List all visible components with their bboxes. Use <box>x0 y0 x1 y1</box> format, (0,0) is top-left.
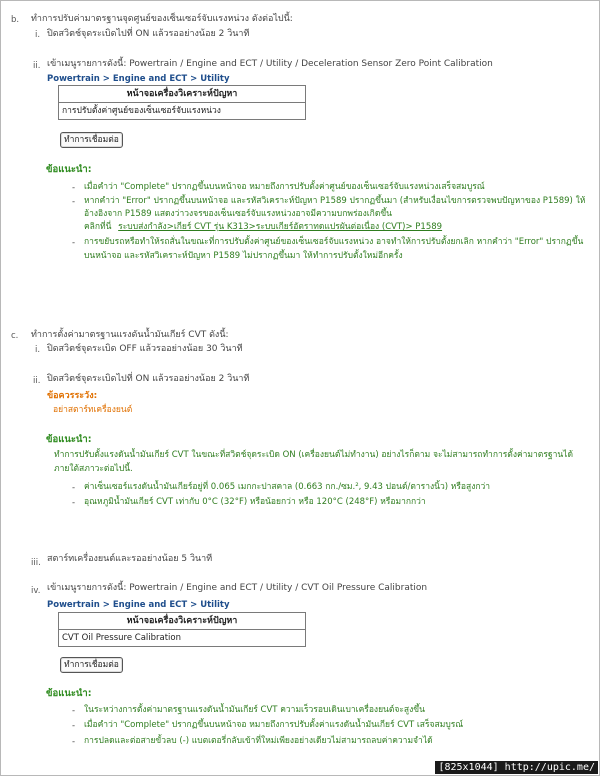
step-c-iv-marker: iv. <box>31 586 41 596</box>
caution-title: ข้อควรระวัง: <box>47 391 98 401</box>
note-b-bullet-3: การขยับรถหรือทำให้รถสั่นในขณะที่การปรับตั้งค่าศูนย์ของเซ็นเซอร์จับแรงหน่วง อาจทำให้การปรับตั้งยกเลิก หากคำว่า "Error" ปรากฏขึ้น <box>84 237 584 247</box>
image-size-watermark: [825x1044] http://upic.me/ <box>435 761 598 774</box>
bullet-dot: - <box>72 737 76 747</box>
caution-text: อย่าสตาร์ทเครื่องยนต์ <box>53 405 133 415</box>
step-c-ii-text: ปิดสวิตช์จุดระเบิดไปที่ ON แล้วรออย่างน้อย 2 วินาที <box>47 374 250 384</box>
table-header: หน้าจอเครื่องวิเคราะห์ปัญหา <box>59 613 305 630</box>
note-c-line-2: ภายใต้สภาวะต่อไปนี้. <box>54 464 133 474</box>
note-c2-bullet-2: เมื่อคำว่า "Complete" ปรากฏขึ้นบนหน้าจอ หมายถึงการปรับตั้งค่าแรงดันน้ำมันเกียร์ CVT เสร็จสมบูรณ์ <box>84 720 464 730</box>
tester-screen-table-c <box>58 612 306 647</box>
bullet-dot: - <box>72 706 76 716</box>
step-c-iii-marker: iii. <box>31 558 41 568</box>
note-c2-bullet-1: ในระหว่างการตั้งค่ามาตรฐานแรงดันน้ำมันเกียร์ CVT ความเร็วรอบเดินเบาเครื่องยนต์จะสูงขึ้น <box>84 705 425 715</box>
note-c-bullet-2: อุณหภูมิน้ำมันเกียร์ CVT เท่ากับ 0°C (32°F) หรือน้อยกว่า หรือ 120°C (248°F) หรือมากกว่า <box>84 497 426 507</box>
table-header: หน้าจอเครื่องวิเคราะห์ปัญหา <box>59 86 305 103</box>
bullet-dot: - <box>72 197 76 207</box>
step-c-iv-text: เข้าเมนูรายการดังนี้: Powertrain / Engine and ECT / Utility / CVT Oil Pressure Calibration <box>47 583 428 593</box>
section-c-title: ทำการตั้งค่ามาตรฐานแรงดันน้ำมันเกียร์ CVT ดังนี้: <box>31 330 229 340</box>
table-cell: การปรับตั้งค่าศูนย์ของเซ็นเซอร์จับแรงหน่วง <box>62 106 221 116</box>
note-b-bullet-3-cont: บนหน้าจอ และรหัสวิเคราะห์ปัญหา P1589 ไม่ปรากฏขึ้นมา ให้ทำการปรับตั้งใหม่อีกครั้ง <box>84 251 403 261</box>
note-title-b: ข้อแนะนำ: <box>46 164 92 175</box>
step-b-i-text: ปิดสวิตช์จุดระเบิดไปที่ ON แล้วรออย่างน้อย 2 วินาที <box>47 29 250 39</box>
breadcrumb-c[interactable]: Powertrain > Engine and ECT > Utility <box>47 600 230 610</box>
step-c-ii-marker: ii. <box>33 376 41 386</box>
note-title-c2: ข้อแนะนำ: <box>46 688 92 699</box>
p1589-link[interactable]: ระบบส่งกำลัง>เกียร์ CVT รุ่น K313>ระบบเกียร์อัตราทดแปรผันต่อเนื่อง (CVT)> P1589 <box>118 222 443 232</box>
note-c2-bullet-3: การปลดและต่อสายขั้วลบ (-) แบตเตอรี่กลับเข้าที่ใหม่เพียงอย่างเดียวไม่สามารถลบค่าความจำได้ <box>84 736 433 746</box>
connect-button-b[interactable]: ทำการเชื่อมต่อ <box>60 132 123 148</box>
section-b-title: ทำการปรับค่ามาตรฐานจุดศูนย์ของเซ็นเซอร์จับแรงหน่วง ดังต่อไปนี้: <box>31 14 293 24</box>
click-here-text: คลิกที่นี่ <box>84 222 112 232</box>
note-b-bullet-2-cont: อ้างอิงจาก P1589 แสดงว่าวงจรของเซ็นเซอร์จับแรงหน่วงอาจมีความบกพร่องเกิดขึ้น <box>84 209 392 219</box>
bullet-dot: - <box>72 183 76 193</box>
note-c-bullet-1: ค่าเซ็นเซอร์แรงดันน้ำมันเกียร์อยู่ที่ 0.065 เมกกะปาสคาล (0.663 กก./ซม.², 9.43 ปอนด์/ตารางนิ้ว) หรือสูงกว่า <box>84 482 491 492</box>
step-b-ii-text: เข้าเมนูรายการดังนี้: Powertrain / Engine and ECT / Utility / Deceleration Sensor Zero Point Calibration <box>47 59 493 69</box>
bullet-dot: - <box>72 238 76 248</box>
bullet-dot: - <box>72 483 76 493</box>
step-b-ii-marker: ii. <box>33 61 41 71</box>
section-b-marker: b. <box>11 15 20 25</box>
step-c-iii-text: สตาร์ทเครื่องยนต์และรออย่างน้อย 5 วินาที <box>47 554 213 564</box>
tester-screen-table-b <box>58 85 306 120</box>
step-c-i-marker: i. <box>35 345 41 355</box>
table-cell: CVT Oil Pressure Calibration <box>62 633 182 643</box>
bullet-dot: - <box>72 498 76 508</box>
step-b-i-marker: i. <box>35 30 41 40</box>
note-title-c: ข้อแนะนำ: <box>46 434 92 445</box>
note-b-bullet-2: หากคำว่า "Error" ปรากฏขึ้นบนหน้าจอ และรหัสวิเคราะห์ปัญหา P1589 ปรากฏขึ้นมา (สำหรับเงื่อนไขการตรวจพบปัญหาของ P1589) ให้ <box>84 196 586 206</box>
note-b-bullet-1: เมื่อคำว่า "Complete" ปรากฏขึ้นบนหน้าจอ หมายถึงการปรับตั้งค่าศูนย์ของเซ็นเซอร์จับแรงหน่วงเสร็จสมบูรณ์ <box>84 182 485 192</box>
step-c-i-text: ปิดสวิตช์จุดระเบิด OFF แล้วรออย่างน้อย 30 วินาที <box>47 344 243 354</box>
breadcrumb-b[interactable]: Powertrain > Engine and ECT > Utility <box>47 74 230 84</box>
note-c-line-1: ทำการปรับตั้งแรงดันน้ำมันเกียร์ CVT ในขณะที่สวิตช์จุดระเบิด ON (เครื่องยนต์ไม่ทำงาน) อย่างไรก็ตาม จะไม่สามารถทำการตั้งค่ามาตรฐานได้ <box>54 450 573 460</box>
section-c-marker: c. <box>11 331 19 341</box>
connect-button-c[interactable]: ทำการเชื่อมต่อ <box>60 657 123 673</box>
note-b-link-line <box>84 222 442 233</box>
bullet-dot: - <box>72 721 76 731</box>
